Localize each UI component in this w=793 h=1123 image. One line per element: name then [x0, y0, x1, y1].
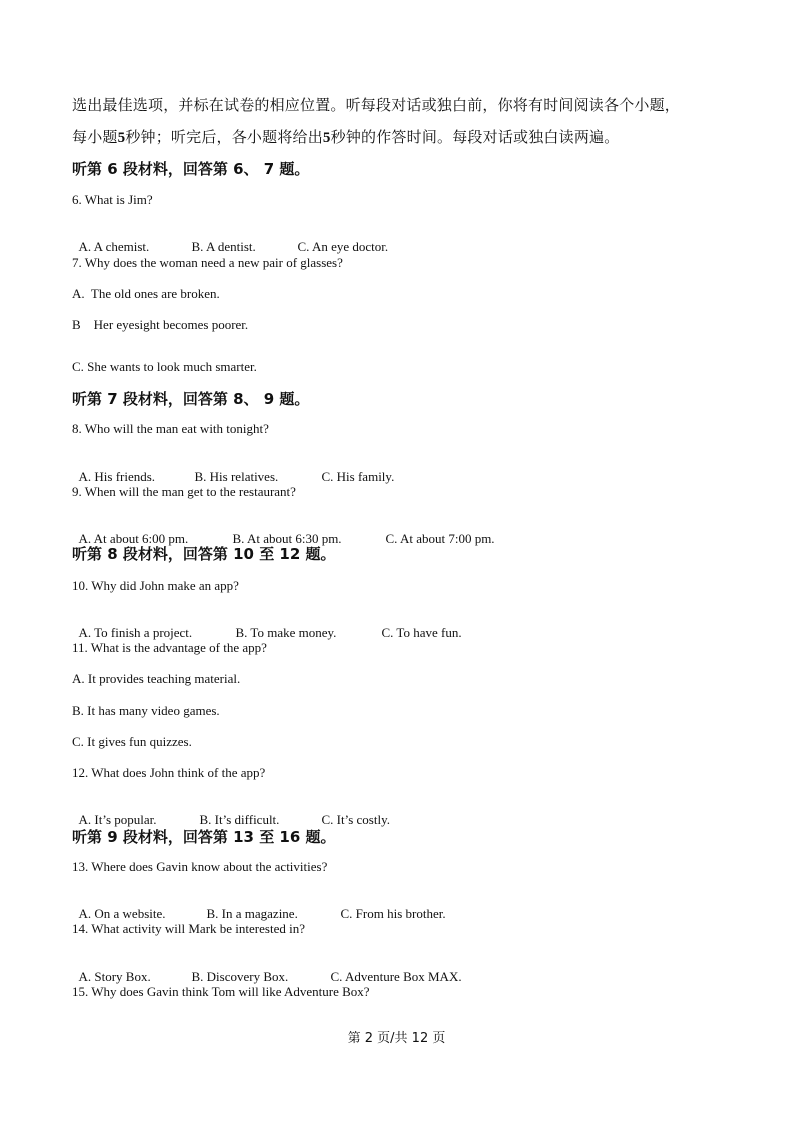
- question-13-options: [72, 890, 446, 922]
- option-c: C. An eye doctor.: [297, 239, 389, 254]
- option-c: C. From his brother.: [340, 906, 446, 921]
- question-8-options: [72, 453, 394, 485]
- question-7-option-c: C. She wants to look much smarter.: [72, 359, 257, 374]
- question-8-stem: 8. Who will the man eat with tonight?: [72, 421, 269, 436]
- question-12-stem: 12. What does John think of the app?: [72, 765, 266, 780]
- question-13-stem: 13. Where does Gavin know about the activities?: [72, 859, 328, 874]
- option-b: B. To make money.: [235, 625, 337, 640]
- intro-text: 秒钟的作答时间。每段对话或独白读两遍。: [330, 128, 620, 146]
- option-b: B. At about 6:30 pm.: [232, 531, 342, 546]
- question-7-option-b: B Her eyesight becomes poorer.: [72, 317, 249, 332]
- question-14-options: [72, 953, 462, 985]
- question-10-options: [72, 609, 462, 641]
- question-15-stem: 15. Why does Gavin think Tom will like Adventure Box?: [72, 984, 370, 999]
- section-heading-6: 听第 6 段材料，回答第 6、 7 题。: [72, 160, 310, 178]
- option-a: A. His friends.: [78, 469, 156, 484]
- question-12-options: [72, 796, 390, 828]
- option-a: A. At about 6:00 pm.: [78, 531, 189, 546]
- option-b: B. A dentist.: [191, 239, 256, 254]
- intro-text: 每小题: [72, 128, 118, 146]
- option-b: B. Discovery Box.: [191, 969, 289, 984]
- question-7-option-a: A. The old ones are broken.: [72, 286, 220, 301]
- question-6-stem: 6. What is Jim?: [72, 192, 153, 207]
- question-10-stem: 10. Why did John make an app?: [72, 578, 239, 593]
- question-7-stem: 7. Why does the woman need a new pair of glasses?: [72, 255, 343, 270]
- intro-number: 5: [322, 130, 331, 146]
- page-footer: 第 2 页/共 12 页: [347, 1031, 446, 1046]
- question-14-stem: 14. What activity will Mark be interested in?: [72, 921, 305, 936]
- option-a: A. It’s popular.: [78, 812, 157, 827]
- question-11-option-c: C. It gives fun quizzes.: [72, 734, 192, 749]
- question-11-stem: 11. What is the advantage of the app?: [72, 640, 267, 655]
- question-6-options: [72, 223, 388, 255]
- option-a: A. On a website.: [78, 906, 166, 921]
- option-b: B. In a magazine.: [206, 906, 298, 921]
- question-11-option-b: B. It has many video games.: [72, 703, 220, 718]
- option-a: A. To finish a project.: [78, 625, 193, 640]
- option-b: B. It’s difficult.: [199, 812, 280, 827]
- option-c: C. To have fun.: [381, 625, 462, 640]
- question-9-stem: 9. When will the man get to the restaurant?: [72, 484, 296, 499]
- option-c: C. It’s costly.: [321, 812, 390, 827]
- option-c: C. At about 7:00 pm.: [385, 531, 495, 546]
- section-heading-9: 听第 9 段材料，回答第 13 至 16 题。: [72, 828, 336, 846]
- option-c: C. Adventure Box MAX.: [330, 969, 462, 984]
- question-11-option-a: A. It provides teaching material.: [72, 671, 241, 686]
- section-heading-8: 听第 8 段材料，回答第 10 至 12 题。: [72, 545, 336, 563]
- intro-line-2: [72, 126, 619, 147]
- section-heading-7: 听第 7 段材料，回答第 8、 9 题。: [72, 390, 310, 408]
- intro-text: 秒钟；听完后，各小题将给出: [125, 128, 323, 146]
- intro-number: 5: [117, 130, 126, 146]
- option-b: B. His relatives.: [194, 469, 279, 484]
- option-a: A. A chemist.: [78, 239, 150, 254]
- option-c: C. His family.: [321, 469, 395, 484]
- option-a: A. Story Box.: [78, 969, 151, 984]
- intro-line-1: 选出最佳选项，并标在试卷的相应位置。听每段对话或独白前，你将有时间阅读各个小题，: [72, 96, 681, 114]
